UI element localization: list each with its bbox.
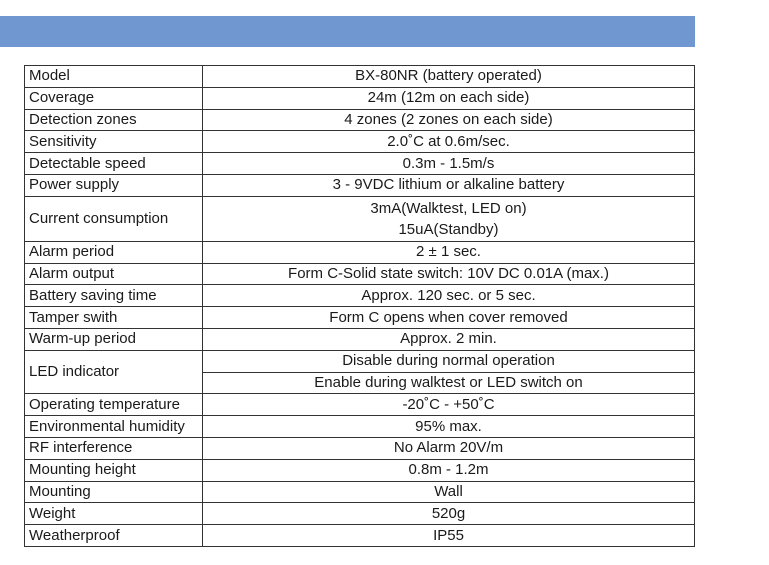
spec-row-battery-saving-time (25, 285, 695, 307)
spec-label: Operating temperature (25, 394, 203, 416)
spec-row-alarm-output (25, 263, 695, 285)
spec-row-sensitivity (25, 131, 695, 153)
spec-value: 2 ± 1 sec. (203, 241, 695, 263)
spec-value: 95% max. (203, 416, 695, 438)
spec-label: Current consumption (25, 196, 203, 241)
spec-value: 0.8m - 1.2m (203, 459, 695, 481)
spec-value: 3 - 9VDC lithium or alkaline battery (203, 174, 695, 196)
spec-row-environmental-humidity (25, 416, 695, 438)
spec-row-warm-up-period (25, 328, 695, 350)
spec-row-operating-temperature (25, 394, 695, 416)
spec-value: Enable during walktest or LED switch on (203, 372, 695, 394)
spec-row-power-supply (25, 174, 695, 196)
spec-row-rf-interference (25, 437, 695, 459)
spec-label: Sensitivity (25, 131, 203, 153)
spec-label: Detection zones (25, 109, 203, 131)
spec-row-weatherproof (25, 525, 695, 547)
spec-value: Disable during normal operation (203, 350, 695, 372)
spec-label: Model (25, 66, 203, 88)
spec-value: Approx. 120 sec. or 5 sec. (203, 285, 695, 307)
spec-value: IP55 (203, 525, 695, 547)
spec-row-mounting-height (25, 459, 695, 481)
spec-value: -20˚C - +50˚C (203, 394, 695, 416)
spec-value: Approx. 2 min. (203, 328, 695, 350)
spec-value: 2.0˚C at 0.6m/sec. (203, 131, 695, 153)
spec-value: Wall (203, 481, 695, 503)
spec-label: Weatherproof (25, 525, 203, 547)
spec-value: BX-80NR (battery operated) (203, 66, 695, 88)
spec-label: Battery saving time (25, 285, 203, 307)
spec-row-coverage (25, 87, 695, 109)
spec-label: Power supply (25, 174, 203, 196)
spec-label: Coverage (25, 87, 203, 109)
spec-label: Mounting height (25, 459, 203, 481)
spec-label: Weight (25, 503, 203, 525)
spec-row-model (25, 66, 695, 88)
spec-row-led-indicator (25, 350, 695, 372)
spec-value: Form C opens when cover removed (203, 307, 695, 329)
spec-row-detectable-speed (25, 153, 695, 175)
spec-label: Warm-up period (25, 328, 203, 350)
spec-row-tamper-switch (25, 307, 695, 329)
spec-value: No Alarm 20V/m (203, 437, 695, 459)
spec-label: Tamper swith (25, 307, 203, 329)
spec-value-line: 3mA(Walktest, LED on) (370, 199, 527, 217)
spec-table (24, 65, 695, 547)
spec-value: 24m (12m on each side) (203, 87, 695, 109)
spec-value: 0.3m - 1.5m/s (203, 153, 695, 175)
spec-row-current-consumption (25, 196, 695, 241)
spec-label: RF interference (25, 437, 203, 459)
spec-row-alarm-period (25, 241, 695, 263)
spec-value: 4 zones (2 zones on each side) (203, 109, 695, 131)
spec-label: Environmental humidity (25, 416, 203, 438)
spec-row-detection-zones (25, 109, 695, 131)
spec-label: LED indicator (25, 350, 203, 394)
spec-value-line: 15uA(Standby) (398, 220, 499, 238)
spec-row-mounting (25, 481, 695, 503)
header-bar (0, 16, 695, 47)
spec-label: Detectable speed (25, 153, 203, 175)
spec-label: Alarm period (25, 241, 203, 263)
spec-value: 520g (203, 503, 695, 525)
spec-label: Mounting (25, 481, 203, 503)
spec-value (203, 196, 695, 241)
spec-row-weight (25, 503, 695, 525)
spec-label: Alarm output (25, 263, 203, 285)
spec-value: Form C-Solid state switch: 10V DC 0.01A (max.) (203, 263, 695, 285)
